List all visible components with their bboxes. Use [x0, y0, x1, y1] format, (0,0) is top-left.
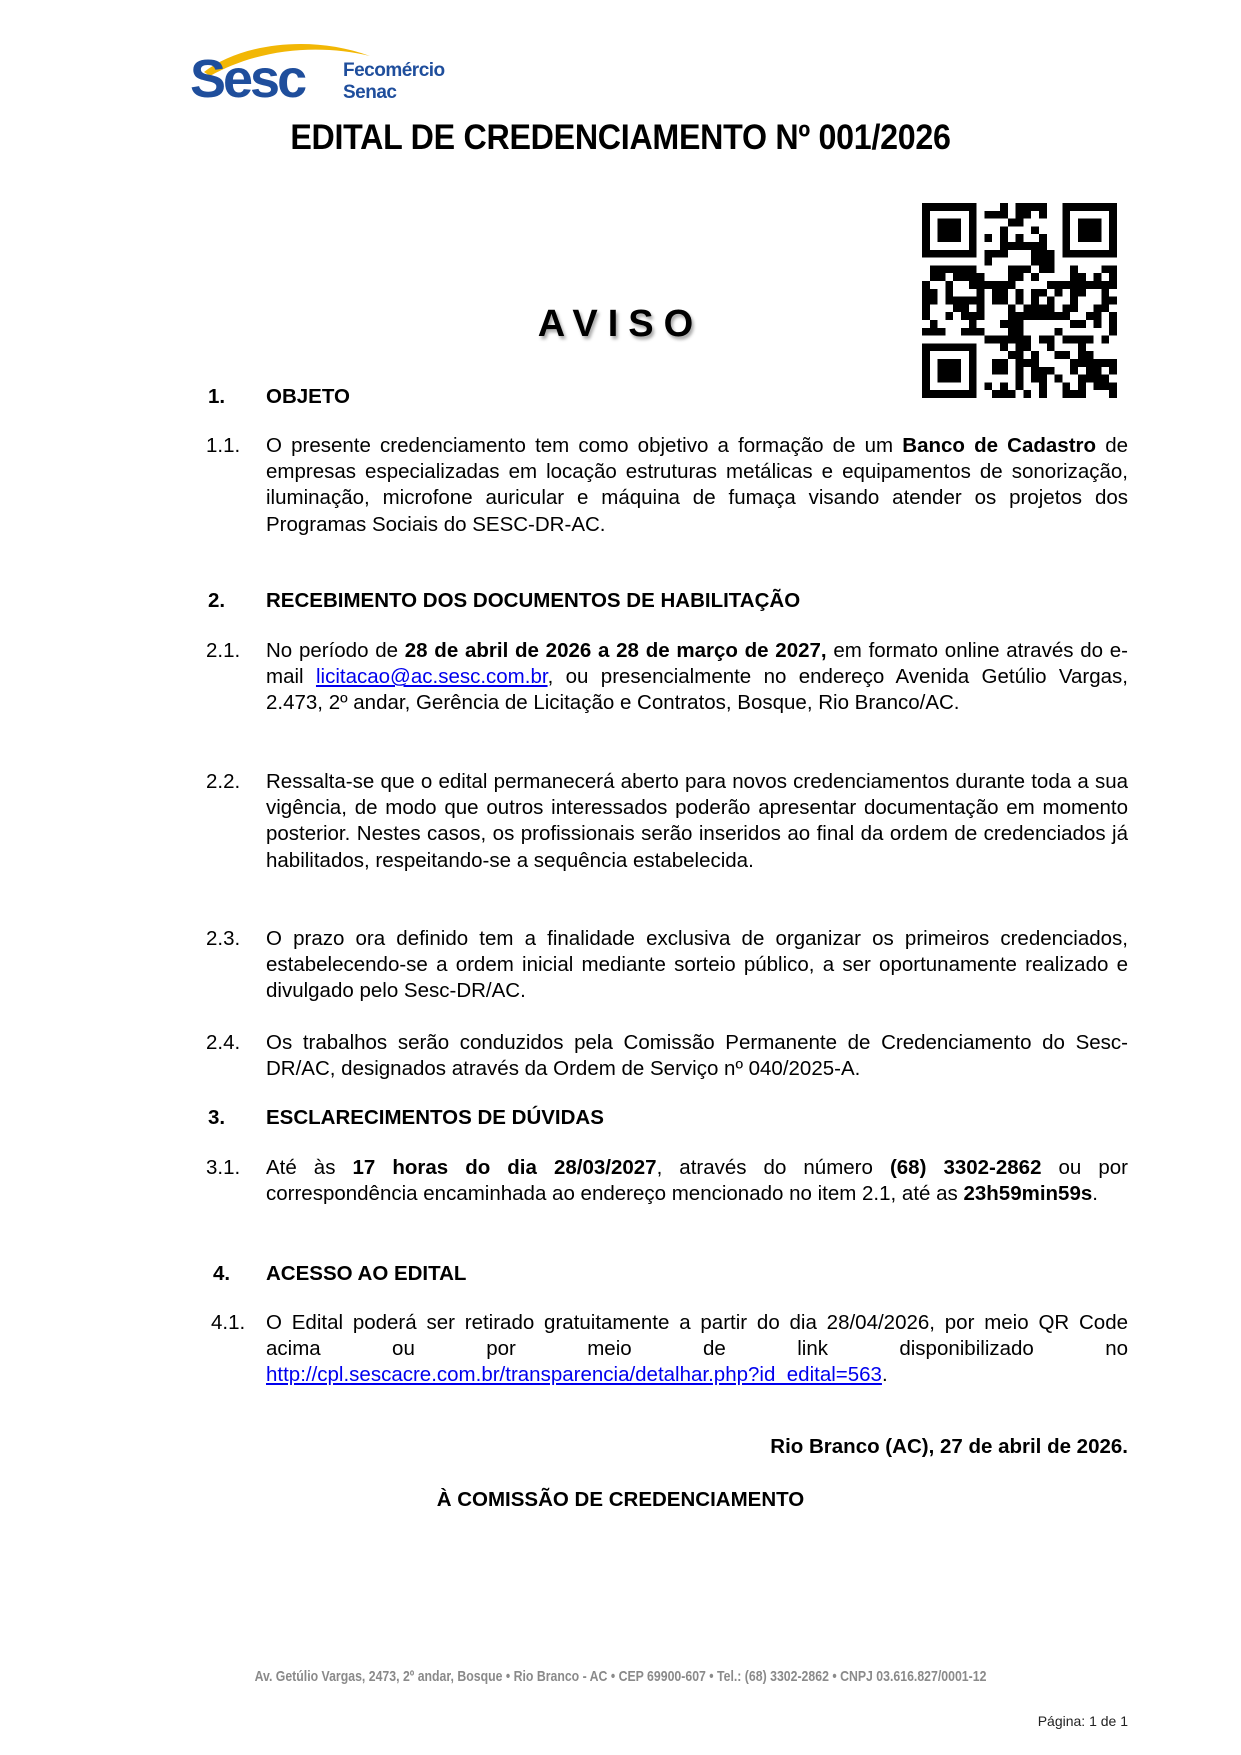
clause-number: 2.1.	[206, 639, 241, 662]
clause-text	[266, 769, 1128, 874]
clause-2-1	[206, 638, 1128, 717]
qr-code-icon[interactable]	[922, 203, 1117, 398]
section-label: OBJETO	[266, 385, 350, 408]
section-number: 1.	[208, 385, 226, 408]
text-run: Os trabalhos serão conduzidos pela Comissão Permanente de Credenciamento do Sesc-DR/AC, designados através da Ordem de Serviço nº 040/2025-A.	[266, 1031, 1128, 1081]
text-run: O presente credenciamento tem como objetivo a formação de um	[266, 434, 903, 457]
bold-text: 23h59min59s	[963, 1182, 1093, 1206]
sesc-logo	[190, 38, 490, 108]
clause-3-1	[206, 1155, 1128, 1207]
document-title: EDITAL DE CREDENCIAMENTO Nº 001/2026	[290, 118, 951, 157]
text-run: em formato online através do e-mail	[266, 639, 1128, 689]
notice-heading: AVISO	[537, 303, 704, 345]
text-run: No período de	[266, 639, 405, 662]
logo-fecomercio: Fecomércio	[343, 60, 445, 81]
text-run: O Edital poderá ser retirado gratuitamente a partir do dia 28/04/2026, por meio QR Code acima ou por meio de link disponibilizado no	[266, 1311, 1128, 1361]
page-number: Página: 1 de 1	[1037, 1713, 1128, 1729]
text-run: .	[881, 1363, 888, 1387]
section-number: 4.	[213, 1262, 231, 1285]
clause-2-3	[206, 926, 1128, 1005]
clause-4-1	[211, 1310, 1128, 1389]
clause-2-4	[206, 1030, 1128, 1082]
text-run: O prazo ora definido tem a finalidade exclusiva de organizar os primeiros credenciados, estabelecendo-se a ordem inicial mediante sorteio público, a ser oportunamente realizado e divulgado pelo Sesc-DR/AC.	[266, 927, 1128, 1003]
text-run: de empresas especializadas em locação estruturas metálicas e equipamentos de sonorização, iluminação, microfone auricular e máquina de fumaça visando atender os projetos dos Programas Sociais do SESC-DR-AC.	[266, 434, 1129, 536]
clause-number: 2.4.	[206, 1031, 241, 1054]
bold-text: 28 de abril de 2026 a 28 de março de 2027,	[404, 639, 827, 662]
section-number: 3.	[208, 1106, 226, 1129]
footer-address: Av. Getúlio Vargas, 2473, 2º andar, Bosque • Rio Branco - AC • CEP 69900-607 • Tel.: (68) 3302-2862 • CNPJ 03.616.827/0001-12	[254, 1668, 987, 1685]
text-run: ou por correspondência encaminhada ao endereço mencionado no item 2.1, até as	[266, 1156, 1128, 1206]
email-link[interactable]: licitacao@ac.sesc.com.br	[315, 665, 548, 689]
bold-text: 17 horas do dia 28/03/2027	[352, 1156, 657, 1179]
section-label: RECEBIMENTO DOS DOCUMENTOS DE HABILITAÇÃO	[266, 589, 801, 612]
text-run: , ou presencialmente no endereço Avenida Getúlio Vargas, 2.473, 2º andar, Gerência de Licitação e Contratos, Bosque, Rio Branco/AC.	[266, 665, 1128, 715]
clause-number: 3.1.	[206, 1156, 241, 1179]
text-run: , através do número	[656, 1156, 890, 1179]
clause-text	[266, 638, 1128, 717]
edital-url-link[interactable]: http://cpl.sescacre.com.br/transparencia/detalhar.php?id_edital=563	[266, 1363, 882, 1387]
clause-1-1	[206, 433, 1128, 538]
clause-number: 4.1.	[211, 1311, 246, 1334]
clause-text	[266, 1155, 1128, 1207]
logo-sesc-text: Sesc	[190, 49, 305, 109]
signature-place-date: Rio Branco (AC), 27 de abril de 2026.	[770, 1435, 1128, 1458]
clause-number: 2.3.	[206, 927, 241, 950]
logo-senac: Senac	[343, 82, 397, 103]
clause-text	[266, 1030, 1128, 1082]
section-label: ESCLARECIMENTOS DE DÚVIDAS	[266, 1106, 604, 1129]
text-run: Até às	[266, 1156, 353, 1179]
clause-text	[266, 433, 1128, 538]
commission-signature: À COMISSÃO DE CREDENCIAMENTO	[436, 1488, 805, 1511]
clause-2-2	[206, 769, 1128, 874]
clause-text	[266, 1310, 1128, 1389]
section-number: 2.	[208, 589, 226, 612]
clause-text	[266, 926, 1128, 1005]
section-label: ACESSO AO EDITAL	[266, 1262, 467, 1285]
logo-subtext	[343, 60, 445, 104]
text-run: Ressalta-se que o edital permanecerá aberto para novos credenciamentos durante toda a sua vigência, de modo que outros interessados poderão apresentar documentação em momento posterior. Nestes casos, os profissionais serão inseridos ao final da ordem de credenciados já habilitados, respeitando-se a sequência estabelecida.	[266, 770, 1128, 872]
bold-text: Banco de Cadastro	[902, 434, 1097, 457]
clause-number: 1.1.	[206, 434, 241, 457]
bold-text: (68) 3302-2862	[889, 1156, 1042, 1179]
clause-number: 2.2.	[206, 770, 241, 793]
text-run: .	[1092, 1182, 1098, 1206]
